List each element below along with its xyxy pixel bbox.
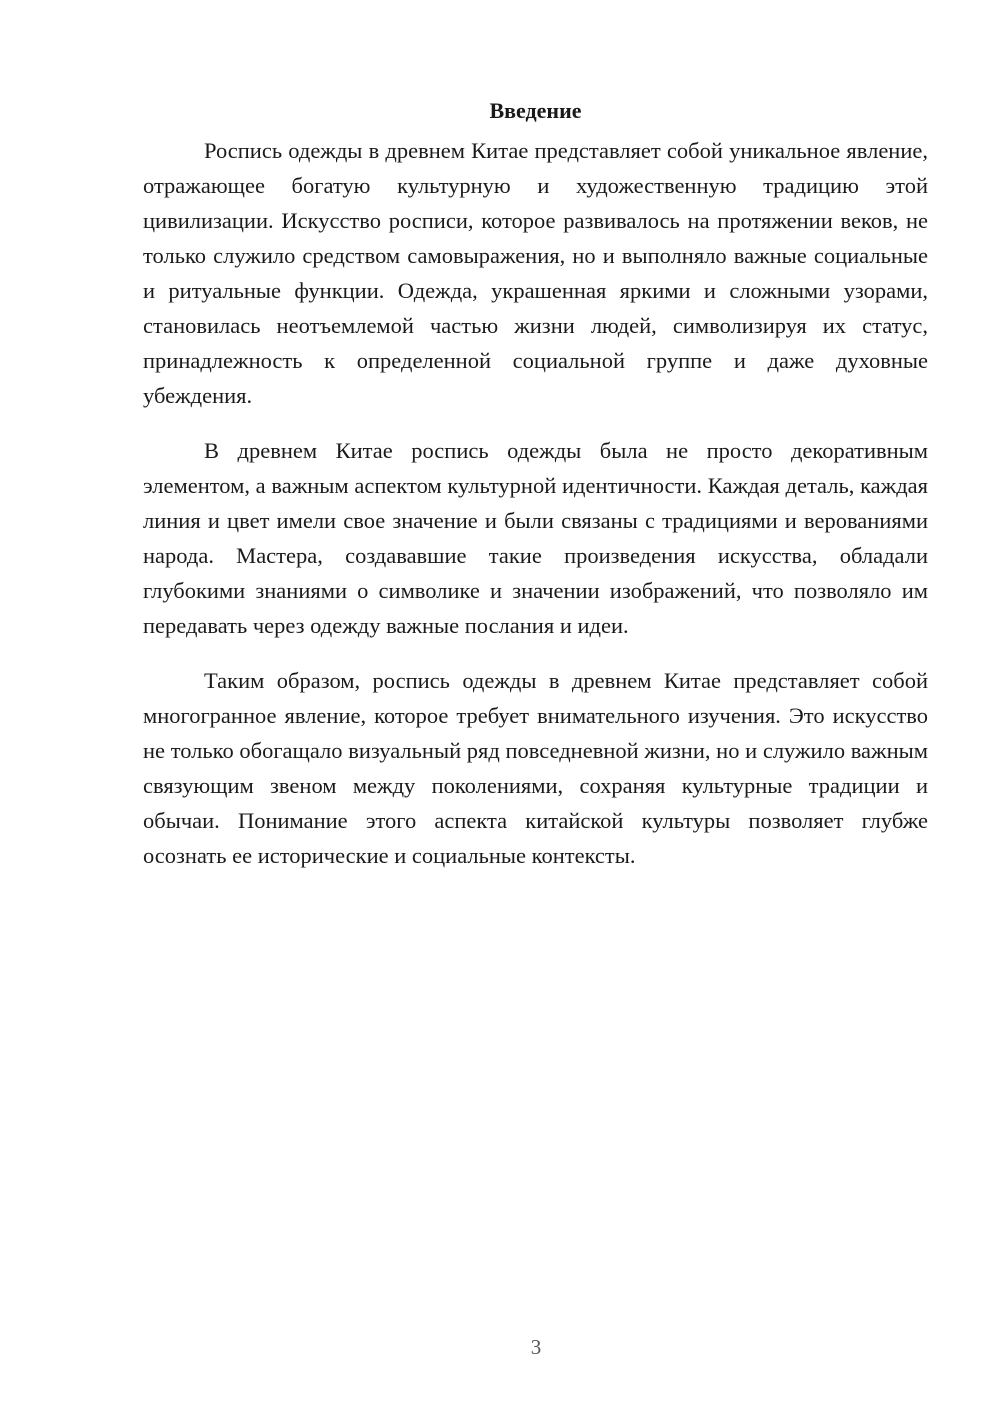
section-heading: Введение (489, 98, 582, 123)
paragraph-1: Роспись одежды в древнем Китае представляет собой уникальное явление, отражающее богатую культурную и художественную традицию этой цивилизации. Искусство росписи, которое развивалось на протяжении веков, не только служило средством самовыражения, но и выполняло важные социальные и ритуальные функции. Одежда, украшенная яркими и сложными узорами, становилась неотъемлемой частью жизни людей, символизируя их статус, принадлежность к определенной социальной группе и даже духовные убеждения. (143, 138, 928, 408)
page-content (143, 96, 928, 893)
page-number: 3 (530, 1335, 542, 1359)
paragraph-2: В древнем Китае роспись одежды была не просто декоративным элементом, а важным аспектом культурной идентичности. Каждая деталь, каждая линия и цвет имели свое значение и были связаны с традициями и верованиями народа. Мастера, создававшие такие произведения искусства, обладали глубокими знаниями о символике и значении изображений, что позволяло им передавать через одежду важные послания и идеи. (143, 438, 928, 638)
paragraph-3: Таким образом, роспись одежды в древнем Китае представляет собой многогранное явление, которое требует внимательного изучения. Это искусство не только обогащало визуальный ряд повседневной жизни, но и служило важным связующим звеном между поколениями, сохраняя культурные традиции и обычаи. Понимание этого аспекта китайской культуры позволяет глубже осознать ее исторические и социальные контексты. (143, 668, 928, 868)
